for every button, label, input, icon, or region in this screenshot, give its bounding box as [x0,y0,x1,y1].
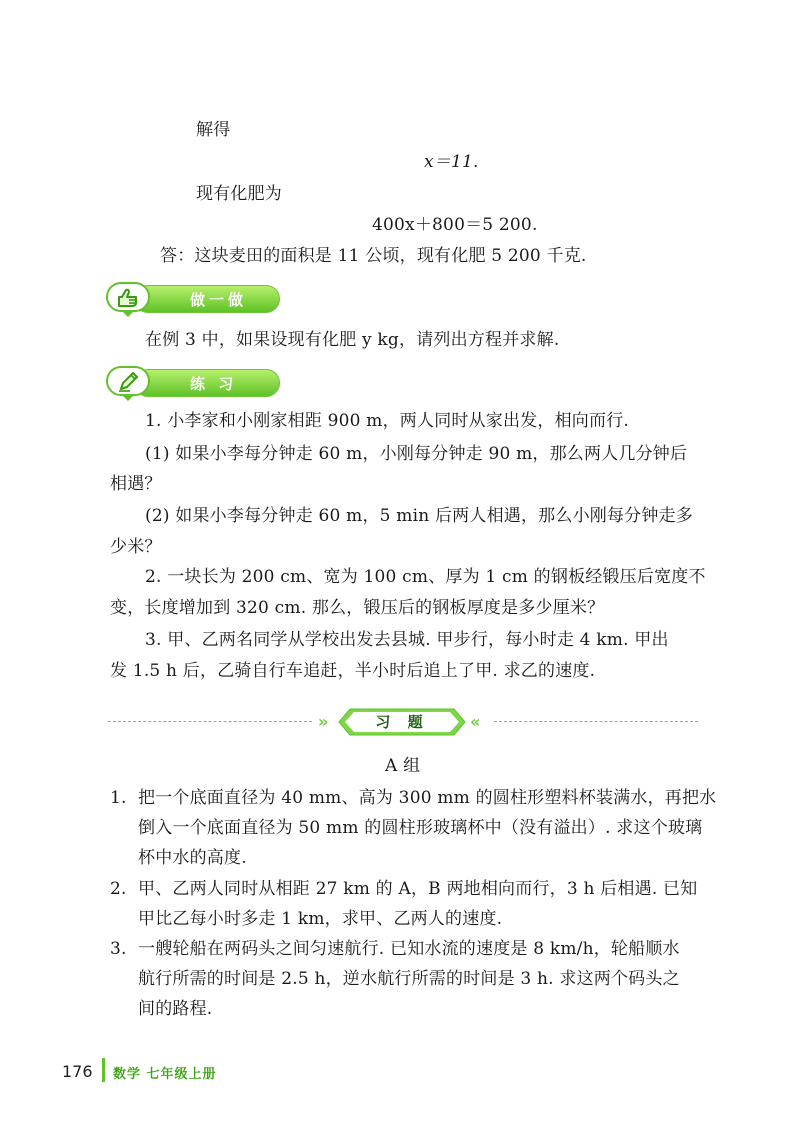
lianxi-line: 1. 小李家和小刚家相距 900 m，两人同时从家出发，相向而行. [145,411,630,431]
xiti-item-line: 航行所需的时间是 2.5 h，逆水航行所需的时间是 3 h. 求这两个码头之 [138,969,680,989]
solution-answer: 答：这块麦田的面积是 11 公顷，现有化肥 5 200 千克. [160,246,587,266]
zuoyizuo-text: 在例 3 中，如果设现有化肥 y kg，请列出方程并求解. [145,330,560,350]
lianxi-label: 练 习 [190,375,238,393]
hand-icon-badge [106,282,150,312]
chevron-right-icon: » [318,712,329,731]
xiti-item-line: 间的路程. [138,999,213,1019]
solution-equation-1: x＝11. [424,152,479,172]
lianxi-line: 2. 一块长为 200 cm、宽为 100 cm、厚为 1 cm 的钢板经锻压后宽度不 [145,567,706,587]
hand-icon [116,286,142,310]
solution-xianyou: 现有化肥为 [196,184,282,204]
xiti-label-box [338,708,466,736]
lianxi-line: 变，长度增加到 320 cm. 那么，锻压后的钢板厚度是多少厘米？ [110,598,605,618]
xiti-item-number: 2. [110,879,127,899]
xiti-item-line: 甲、乙两人同时从相距 27 km 的 A，B 两地相向而行，3 h 后相遇. 已知 [138,879,698,899]
lianxi-banner [106,366,286,400]
pencil-icon-badge [106,366,150,396]
lianxi-tail [122,395,134,401]
lianxi-line: (2) 如果小李每分钟走 60 m，5 min 后两人相遇，那么小刚每分钟走多 [145,506,693,526]
lianxi-line: 3. 甲、乙两名同学从学校出发去县城. 甲步行，每小时走 4 km. 甲出 [145,630,669,650]
zuoyizuo-pill [134,285,280,313]
xiti-item-line: 杯中水的高度. [138,848,247,868]
xiti-item-line: 把一个底面直径为 40 mm、高为 300 mm 的圆柱形塑料杯装满水，再把水 [138,788,717,808]
pencil-icon [116,370,142,394]
footer-separator [102,1058,105,1082]
xiti-item-line: 倒入一个底面直径为 50 mm 的圆柱形玻璃杯中（没有溢出）. 求这个玻璃 [138,818,703,838]
lianxi-line: (1) 如果小李每分钟走 60 m，小刚每分钟走 90 m，那么两人几分钟后 [145,444,688,464]
divider-left [108,721,312,722]
lianxi-line: 相遇？ [110,474,162,494]
xiti-item-line: 甲比乙每小时多走 1 km，求甲、乙两人的速度. [138,909,503,929]
zuoyizuo-tail [122,311,134,317]
zuoyizuo-label: 做一做 [190,291,248,309]
solution-equation-2: 400x＋800＝5 200. [372,215,538,235]
lianxi-pill [134,369,280,397]
chevron-left-icon: « [470,712,481,731]
divider-right [494,721,698,722]
xiti-label: 习 题 [375,713,429,731]
zuoyizuo-banner [106,282,286,316]
xiti-item-number: 1. [110,788,127,808]
xiti-item-line: 一艘轮船在两码头之间匀速航行. 已知水流的速度是 8 km/h，轮船顺水 [138,939,680,959]
solution-jiede: 解得 [196,120,231,140]
book-title: 数学 七年级上册 [113,1067,217,1082]
lianxi-line: 少米？ [110,537,162,557]
xiti-item-number: 3. [110,939,127,959]
group-heading: A 组 [385,756,421,776]
page-number: 176 [62,1062,93,1081]
lianxi-line: 发 1.5 h 后，乙骑自行车追赶，半小时后追上了甲. 求乙的速度. [110,661,596,681]
